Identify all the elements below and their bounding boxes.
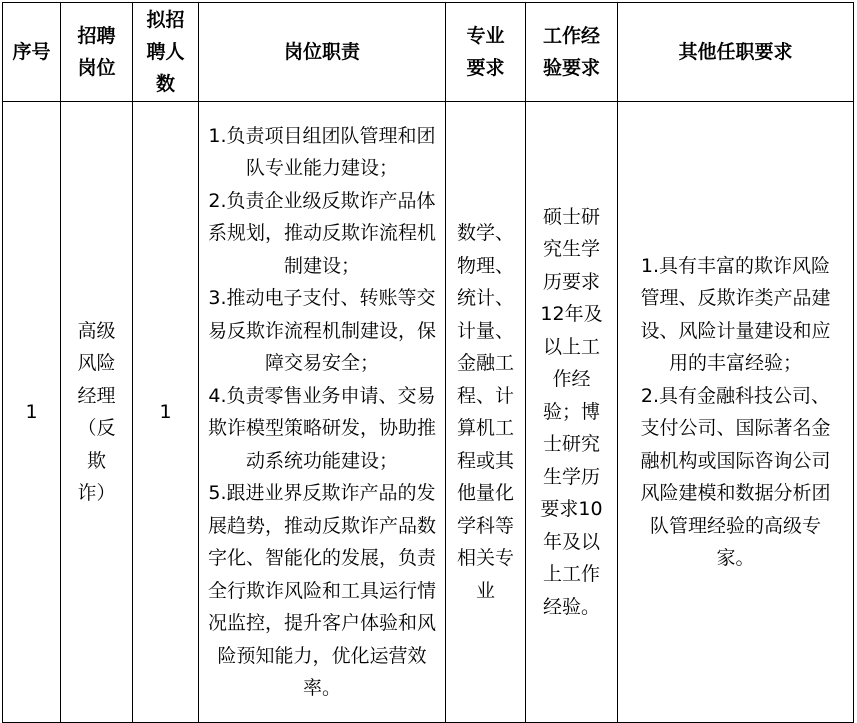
cell-seq: 1: [3, 102, 61, 723]
header-major: 专业要求: [446, 3, 526, 102]
duty-item: 4.负责零售业务申请、交易欺诈模型策略研发，协助推动系统功能建设；: [207, 384, 436, 472]
cell-duties: [199, 102, 446, 723]
requirement-item: 2.具有金融科技公司、支付公司、国际著名金融机构或国际咨询公司风险建模和数据分析团队管理经验的高级专家。: [640, 384, 831, 569]
duty-item: 1.负责项目组团队管理和团队专业能力建设；: [208, 124, 436, 179]
duty-item: 3.推动电子支付、转账等交易反欺诈流程机制建设，保障交易安全；: [207, 287, 436, 374]
header-row: [3, 3, 854, 102]
requirement-item: 1.具有丰富的欺诈风险管理、反欺诈类产品建设、风险计量建设和应用的丰富经验；: [640, 254, 831, 374]
duty-item: 2.负责企业级反欺诈产品体系规划，推动反欺诈流程机制建设；: [207, 189, 436, 277]
header-position: 招聘岗位: [61, 3, 133, 102]
cell-major: 数学、物理、统计、计量、金融工程、计算机工程或其他量化学科等相关专业: [446, 102, 526, 723]
recruitment-table: [2, 2, 854, 723]
cell-position: 高级风险经理（反欺诈）: [61, 102, 133, 723]
duty-item: 5.跟进业界反欺诈产品的发展趋势，推动反欺诈产品数字化、智能化的发展，负责全行欺诈风险和工具运行情况监控，提升客户体验和风险预知能力，优化运营效率。: [207, 482, 436, 699]
header-seq: 序号: [3, 3, 61, 102]
cell-count: 1: [133, 102, 199, 723]
cell-experience: 硕士研究生学历要求12年及以上工作经验；博士研究生学历要求10年及以上工作经验。: [526, 102, 618, 723]
cell-other: [618, 102, 854, 723]
header-other: 其他任职要求: [618, 3, 854, 102]
header-count: 拟招聘人数: [133, 3, 199, 102]
header-duties: 岗位职责: [199, 3, 446, 102]
table-row: [3, 102, 854, 723]
header-experience: 工作经验要求: [526, 3, 618, 102]
